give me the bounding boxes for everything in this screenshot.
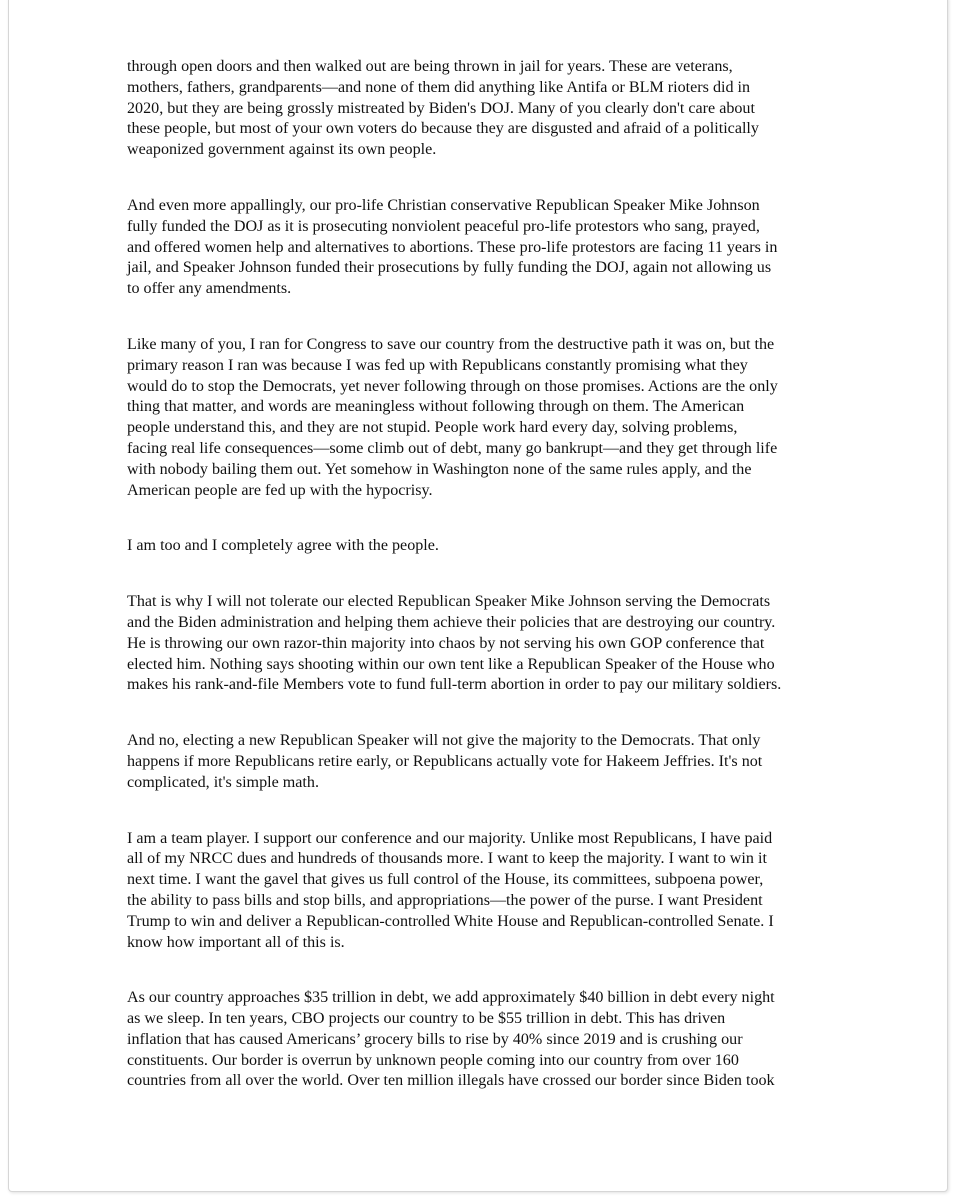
paragraph-2: And even more appallingly, our pro-life Christian conservative Republican Speaker Mike Johnson fully funded the DOJ as it is prosecuting nonviolent peaceful pro-life protestors who sang, prayed, and offered women help and alternatives to abortions. These pro-life protestors are facing 11 years in jail, and Speaker Johnson funded their prosecutions by fully funding the DOJ, again not allowing us to offer any amendments.	[127, 196, 778, 298]
document-body	[127, 57, 861, 1092]
paragraph-6: And no, electing a new Republican Speaker will not give the majority to the Democrats. That only happens if more Republicans retire early, or Republicans actually vote for Hakeem Jeffries. It's not complicated, it's simple math.	[127, 732, 763, 791]
document-page	[8, 0, 948, 1192]
paragraph-3: Like many of you, I ran for Congress to save our country from the destructive path it was on, but the primary reason I ran was because I was fed up with Republicans constantly promising what they would do to stop the Democrats, yet never following through on those promises. Actions are the only thing that matter, and words are meaningless without following through on them. The American people understand this, and they are not stupid. People work hard every day, solving problems, facing real life consequences—some climb out of debt, many go bankrupt—and they get through life with nobody bailing them out. Yet somehow in Washington none of the same rules apply, and the American people are fed up with the hypocrisy.	[127, 335, 778, 499]
paragraph-7: I am a team player. I support our conference and our majority. Unlike most Republicans, I have paid all of my NRCC dues and hundreds of thousands more. I want to keep the majority. I want to win it next time. I want the gavel that gives us full control of the House, its committees, subpoena power, the ability to pass bills and stop bills, and appropriations—the power of the purse. I want President Trump to win and deliver a Republican-controlled White House and Republican-controlled Senate. I know how important all of this is.	[127, 829, 774, 951]
paragraph-1: through open doors and then walked out are being thrown in jail for years. These are veterans, mothers, fathers, grandparents—and none of them did anything like Antifa or BLM rioters did in 2020, but they are being grossly mistreated by Biden's DOJ. Many of you clearly don't care about these people, but most of your own voters do because they are disgusted and afraid of a politically weaponized government against its own people.	[127, 58, 759, 159]
paragraph-8: As our country approaches $35 trillion in debt, we add approximately $40 billion in debt every night as we sleep. In ten years, CBO projects our country to be $55 trillion in debt. This has driven inflation that has caused Americans’ grocery bills to rise by 40% since 2019 and is crushing our constituents. Our border is overrun by unknown people coming into our country from over 160 countries from all over the world. Over ten million illegals have crossed our border since Biden took	[127, 989, 775, 1090]
paragraph-4: I am too and I completely agree with the people.	[127, 537, 439, 555]
paragraph-5: That is why I will not tolerate our elected Republican Speaker Mike Johnson serving the Democrats and the Biden administration and helping them achieve their policies that are destroying our country. He is throwing our own razor-thin majority into chaos by not serving his own GOP conference that elected him. Nothing says shooting within our own tent like a Republican Speaker of the House who makes his rank-and-file Members vote to fund full-term abortion in order to pay our military soldiers.	[127, 593, 782, 694]
